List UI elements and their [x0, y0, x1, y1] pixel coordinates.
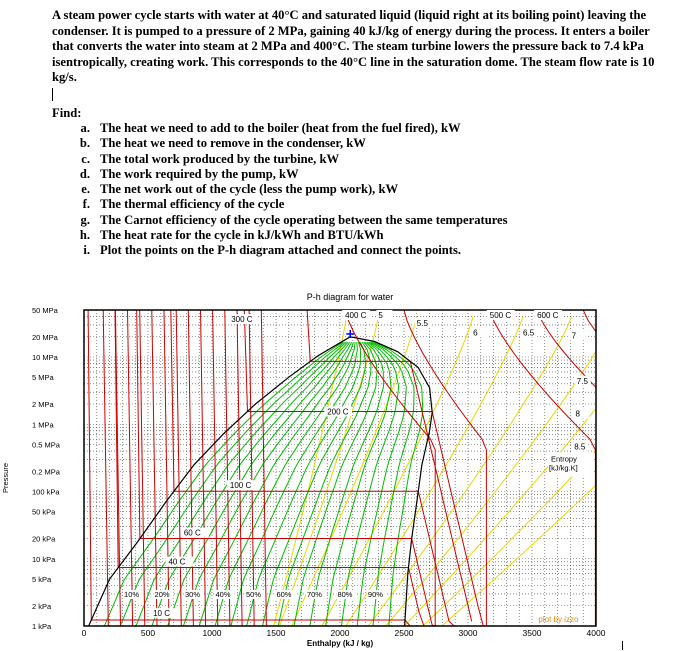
- problem-statement: [52, 8, 664, 86]
- y-tick-label: 1 MPa: [32, 420, 54, 430]
- isotherm-label: 60 C: [183, 528, 201, 538]
- quality-line: [261, 342, 366, 632]
- isotherm-label: 40 C: [168, 557, 186, 567]
- y-tick-label: 0.2 MPa: [32, 467, 60, 477]
- isotherm-label: 400 C: [345, 311, 367, 321]
- y-axis-label: Pressure: [1, 462, 10, 494]
- find-item-text: Plot the points on the P-h diagram attached and connect the points.: [100, 243, 462, 258]
- find-item: [52, 228, 652, 243]
- find-item-text: The total work produced by the turbine, kW: [100, 151, 340, 166]
- find-item: [52, 152, 652, 167]
- find-item-letter: c.: [81, 151, 90, 166]
- isotherm-label: 10 C: [153, 609, 171, 619]
- y-tick-label: 0.5 MPa: [32, 440, 60, 450]
- y-tick-label: 10 kPa: [32, 554, 56, 564]
- isotherm-line: [128, 310, 133, 626]
- find-item: [52, 182, 652, 197]
- isotherm-label: 500 C: [489, 311, 512, 321]
- isotherm-label: 100 C: [229, 481, 252, 491]
- quality-label: 20%: [154, 589, 170, 599]
- quality-label: 40%: [215, 589, 231, 599]
- isotherm-line: [103, 310, 108, 626]
- x-tick-label: 2000: [330, 628, 350, 638]
- find-item: [52, 167, 652, 182]
- y-tick-label: 2 kPa: [32, 601, 52, 611]
- x-tick-label: 4000: [586, 628, 606, 638]
- entropy-label: 5: [378, 311, 383, 321]
- quality-line: [181, 342, 351, 632]
- find-item-letter: b.: [79, 136, 90, 151]
- quality-line: [197, 342, 353, 632]
- entropy-label: 7: [571, 331, 577, 341]
- isotherm-line: [213, 310, 218, 626]
- find-item-text: The thermal efficiency of the cycle: [100, 197, 285, 212]
- y-tick-label: 50 kPa: [32, 507, 56, 517]
- plot-frame: [84, 310, 596, 626]
- find-list: [52, 121, 652, 259]
- quality-label: 80%: [337, 589, 353, 599]
- quality-label: 10%: [124, 589, 140, 599]
- find-item-letter: e.: [81, 182, 90, 197]
- isotherm-line: [261, 310, 266, 626]
- entropy-line: [318, 317, 473, 633]
- isotherm-line: [164, 310, 169, 626]
- entropy-caption-line: [kJ/kg.K]: [549, 463, 578, 473]
- isotherm-label: 300 C: [231, 315, 253, 325]
- find-item: [52, 243, 652, 258]
- find-item-text: The heat we need to remove in the condenser, kW: [100, 136, 366, 151]
- quality-label: 50%: [245, 589, 262, 599]
- entropy-label: 8: [575, 409, 580, 419]
- entropy-label: 7.5: [576, 376, 588, 386]
- ph-diagram: [0, 288, 677, 651]
- isotherm-line: [201, 310, 206, 626]
- quality-label: 60%: [276, 589, 292, 599]
- x-axis-label: Enthalpy (kJ / kg): [306, 639, 374, 648]
- quality-label: 90%: [367, 589, 383, 599]
- find-item-text: The Carnot efficiency of the cycle operating between the same temperatures: [100, 212, 508, 227]
- entropy-label: 5.5: [416, 318, 428, 328]
- find-label: Find:: [52, 106, 82, 120]
- entropy-line: [272, 317, 347, 633]
- isotherm-line: [249, 310, 254, 626]
- isotherm-line: [583, 310, 677, 633]
- y-tick-label: 5 kPa: [32, 574, 52, 584]
- entropy-lines: [272, 317, 677, 633]
- text-cursor: [52, 88, 53, 101]
- y-tick-label: 20 kPa: [32, 534, 56, 544]
- quality-label: 70%: [306, 589, 322, 599]
- y-tick-label: 5 MPa: [32, 373, 54, 383]
- problem-intro: A steam power cycle starts with water at 40°C and saturated liquid (liquid right at its boiling point) leaving the condenser. It is pumped to a pressure of 2 MPa, gaining 40 kJ/kg of energy during the process. It enters a boiler that converts the water into steam at 2 MPa and 400°C. The steam turbine lowers the pressure back to 7.4 kPa isentropically, creating work. This corresponds to the 40°C line in the saturation dome. The steam flow rate is 10 kg/s.: [52, 8, 655, 85]
- entropy-label: 8.5: [574, 442, 586, 452]
- y-tick-label: 2 MPa: [32, 400, 54, 410]
- entropy-caption-line: Entropy: [551, 454, 577, 464]
- x-tick-label: 1000: [202, 628, 222, 638]
- find-item-text: The work required by the pump, kW: [100, 166, 299, 181]
- find-item-letter: h.: [79, 228, 90, 243]
- y-tick-label: 100 kPa: [32, 487, 60, 497]
- find-item-letter: f.: [82, 197, 90, 212]
- find-item: [52, 136, 652, 151]
- find-item-letter: d.: [79, 166, 90, 181]
- watermark: plot by izzo: [538, 615, 579, 624]
- quality-line: [293, 342, 377, 632]
- isotherm-label: 600 C: [537, 311, 559, 321]
- chart-title: P-h diagram for water: [306, 292, 394, 302]
- x-tick-label: 3000: [458, 628, 478, 638]
- x-tick-label: 500: [140, 628, 156, 638]
- y-tick-label: 10 MPa: [32, 353, 58, 363]
- x-tick-label: 2500: [394, 628, 414, 638]
- x-tick-label: 3500: [522, 628, 542, 638]
- entropy-line: [363, 317, 571, 633]
- find-item-letter: a.: [80, 121, 90, 135]
- entropy-caption: [549, 455, 578, 473]
- entropy-label: 6.5: [523, 328, 535, 338]
- find-item: [52, 213, 652, 228]
- find-item: [52, 121, 652, 136]
- find-item-letter: g.: [80, 212, 90, 227]
- find-item-text: The heat we need to add to the boiler (heat from the fuel fired), kW: [100, 121, 461, 135]
- entropy-label: 6: [473, 328, 478, 338]
- find-item-letter: i.: [83, 243, 90, 258]
- find-item: [52, 197, 652, 212]
- find-item-text: The net work out of the cycle (less the pump work), kW: [100, 182, 399, 197]
- x-tick-label: 0: [81, 628, 87, 638]
- entropy-line: [342, 317, 524, 633]
- quality-label: 30%: [185, 589, 201, 599]
- isotherm-line: [176, 310, 181, 626]
- y-tick-label: 20 MPa: [32, 332, 58, 342]
- text-cursor-bottom: [622, 641, 623, 650]
- isotherm-line: [115, 310, 120, 626]
- y-tick-label: 50 MPa: [32, 306, 58, 315]
- x-tick-label: 1500: [266, 628, 286, 638]
- y-tick-label: 1 kPa: [32, 622, 52, 631]
- grid: [84, 310, 596, 626]
- find-item-text: The heat rate for the cycle in kJ/kWh and BTU/kWh: [100, 228, 384, 243]
- isotherm-label: 200 C: [327, 407, 349, 417]
